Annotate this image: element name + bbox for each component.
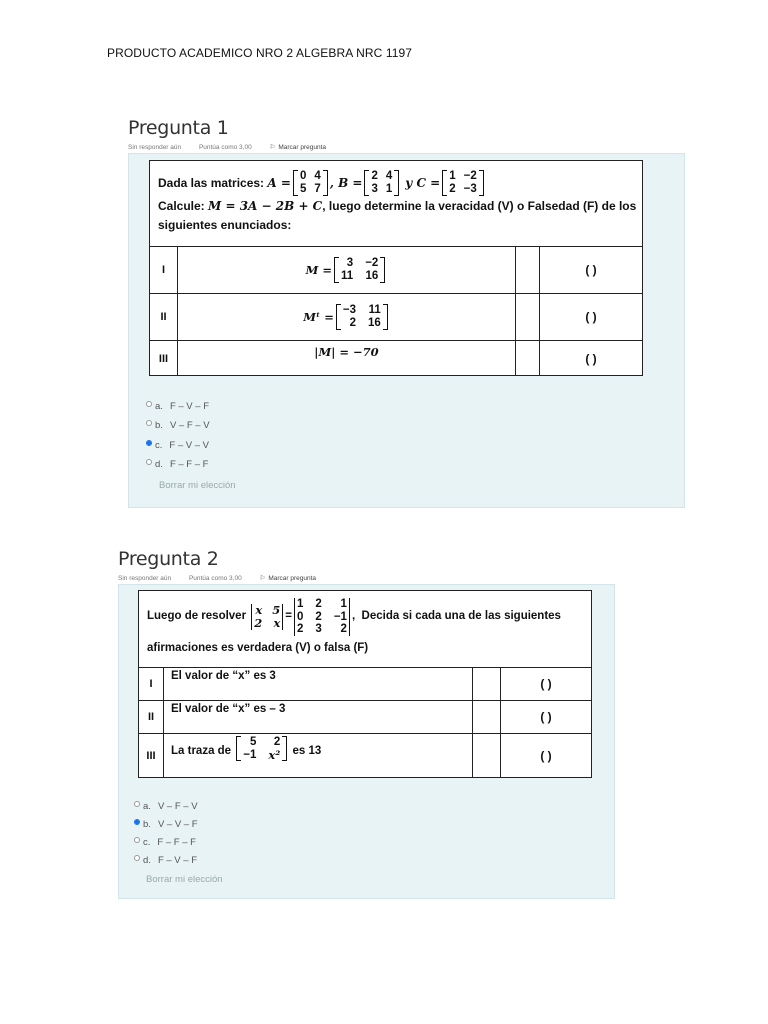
radio-selected-icon[interactable]: [146, 440, 152, 446]
radio-selected-icon[interactable]: [134, 819, 140, 825]
question-1-option-c[interactable]: c. F – V – V: [146, 440, 209, 451]
question-2-option-a[interactable]: a. V – F – V: [134, 801, 198, 812]
question-1-option-b[interactable]: b. V – F – V: [146, 420, 210, 431]
question-2-status: Sin responder aún: [118, 575, 172, 582]
question-2-row-3: III La traza de 5 2 −1 x² es 13 ( ): [139, 734, 591, 778]
matrix-b: 2 4 3 1: [364, 170, 399, 195]
question-2-option-b[interactable]: b. V – V – F: [134, 819, 198, 830]
radio-icon[interactable]: [146, 459, 152, 465]
question-1-statement: Dada las matrices: A = 0 4 5 7 , B = 2 4 3 1 y C = 1 −2 2 −3 Calcule: M = 3A − 2B + C, luego determine la veracidad (V) o Falsedad (F) de los siguientes enunciados:: [150, 161, 642, 247]
question-1-flag-link[interactable]: ⚐ Marcar pregunta: [269, 144, 327, 151]
question-2-meta: [118, 574, 332, 582]
question-2-row-1: I El valor de “x” es 3 ( ): [139, 668, 591, 701]
question-1-option-a[interactable]: a. F – V – F: [146, 401, 209, 412]
question-2-clear-choice-link[interactable]: Borrar mi elección: [146, 874, 223, 885]
matrix-a: 0 4 5 7: [293, 170, 328, 195]
question-1-row-1: I M = 3 −2 11 16 ( ): [150, 247, 642, 294]
question-1-heading: Pregunta 1: [128, 117, 229, 139]
answer-blank: ( ): [585, 310, 597, 324]
answer-blank: ( ): [585, 263, 597, 277]
matrix-trace: 5 2 −1 x²: [236, 736, 287, 761]
question-1-status: Sin responder aún: [128, 144, 182, 151]
answer-blank: ( ): [540, 677, 552, 691]
determinant-3x3: 1 2 1 0 2 −1 2 3 2: [294, 598, 350, 636]
question-2-row-2: II El valor de “x” es – 3 ( ): [139, 701, 591, 734]
radio-icon[interactable]: [146, 420, 152, 426]
question-2-statement: Luego de resolver x 5 2 x = 1 2 1 0 2 −1 2 3 2 , Decida si cada una de las siguientes afirmaciones es verdadera (V) o falsa (F): [139, 591, 591, 668]
matrix-c: 1 −2 2 −3: [442, 170, 484, 195]
determinant-2x2: x 5 2 x: [251, 604, 283, 629]
flag-icon: ⚐: [269, 144, 276, 151]
radio-icon[interactable]: [134, 855, 140, 861]
question-1-option-d[interactable]: d. F – F – F: [146, 459, 208, 470]
question-1-clear-choice-link[interactable]: Borrar mi elección: [159, 480, 236, 491]
question-2-option-c[interactable]: c. F – F – F: [134, 837, 196, 848]
flag-icon: ⚐: [259, 575, 266, 582]
question-2-option-d[interactable]: d. F – V – F: [134, 855, 197, 866]
question-1-score: Puntúa como 3,00: [198, 144, 252, 151]
radio-icon[interactable]: [146, 401, 152, 407]
question-2-table: [138, 590, 592, 778]
question-2-score: Puntúa como 3,00: [188, 575, 242, 582]
question-1-table: [149, 160, 643, 376]
radio-icon[interactable]: [134, 801, 140, 807]
answer-blank: ( ): [540, 749, 552, 763]
question-1-meta: [128, 143, 342, 151]
question-2-heading: Pregunta 2: [118, 548, 219, 570]
answer-blank: ( ): [540, 710, 552, 724]
matrix-m: 3 −2 11 16: [334, 257, 385, 282]
question-2-flag-link[interactable]: ⚐ Marcar pregunta: [259, 575, 317, 582]
question-1-row-2: II Mᵗ = −3 11 2 16 ( ): [150, 294, 642, 341]
question-1-row-3: III |M| = −70 ( ): [150, 341, 642, 376]
answer-blank: ( ): [585, 351, 597, 366]
document-title: PRODUCTO ACADEMICO NRO 2 ALGEBRA NRC 1197: [107, 46, 413, 60]
matrix-m-transpose: −3 11 2 16: [336, 304, 388, 329]
radio-icon[interactable]: [134, 837, 140, 843]
